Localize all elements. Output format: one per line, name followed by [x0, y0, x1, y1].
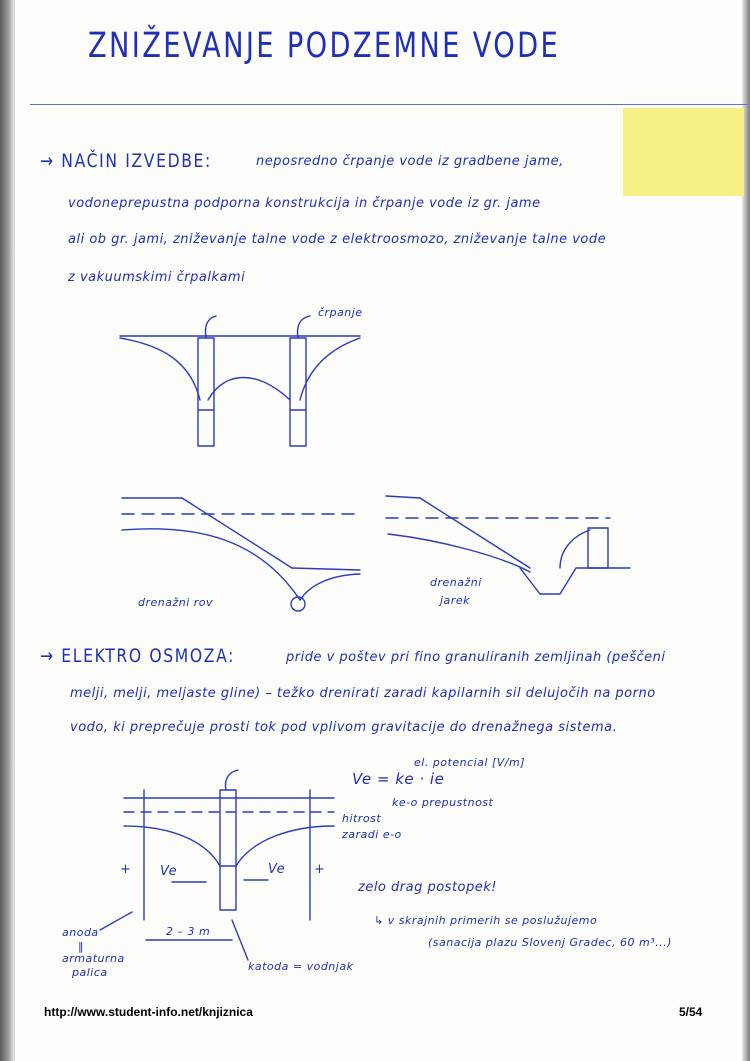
note-potential: el. potencial [V/m]	[414, 756, 526, 769]
text-line: vodo, ki preprečuje prosti tok pod vplivom gravitacije do drenažnega sistema.	[70, 720, 618, 735]
section-heading-method: → NAČIN IZVEDBE:	[40, 150, 212, 172]
note-velocity-2: zaradi e-o	[342, 828, 402, 841]
note-extreme-cases: ↳ v skrajnih primerih se poslužujemo	[374, 914, 598, 927]
text-line: vodoneprepustna podporna konstrukcija in črpanje vode iz gr. jame	[68, 196, 541, 211]
label-drain-ditch-2: jarek	[440, 594, 470, 607]
diagram-drain-ditch	[386, 496, 630, 594]
page-title: ZNIŽEVANJE PODZEMNE VODE	[88, 26, 561, 66]
text-line: pride v poštev pri fino granuliranih zemljinah (peščeni	[286, 650, 666, 665]
note-example: (sanacija plazu Slovenj Gradec, 60 m³...)	[428, 936, 672, 949]
diagram-pumping	[120, 316, 360, 446]
label-drain-trench: drenažni rov	[138, 596, 214, 609]
label-cathode: katoda = vodnjak	[248, 960, 354, 973]
label-ve-right: Ve	[268, 862, 286, 877]
text-line: melji, melji, meljaste gline) – težko drenirati zaradi kapilarnih sil delujočih na porno	[70, 686, 656, 701]
label-spacing: 2 – 3 m	[166, 925, 211, 938]
label-anode-3: armaturna	[62, 952, 125, 965]
diagram-drain-trench	[122, 498, 360, 611]
label-anode-2: ‖	[78, 940, 84, 953]
formula: Ve = ke · ie	[352, 770, 445, 788]
text-line: ali ob gr. jami, zniževanje talne vode z elektroosmozo, zniževanje talne vode	[68, 232, 607, 247]
label-anode: anoda	[62, 926, 99, 939]
note-expensive: zelo drag postopek!	[358, 880, 497, 895]
note-permeability: ke-o prepustnost	[392, 796, 494, 809]
footer-page-number: 5/54	[679, 1005, 703, 1019]
section-heading-electro-osmosis: → ELEKTRO OSMOZA:	[40, 645, 235, 667]
footer-url: http://www.student-info.net/knjiznica	[44, 1005, 253, 1019]
text-line: neposredno črpanje vode iz gradbene jame,	[256, 154, 564, 169]
label-plus-right: +	[314, 862, 326, 877]
diagram-electro-osmosis	[100, 770, 334, 960]
label-drain-ditch: drenažni	[430, 576, 482, 589]
label-pumping: črpanje	[318, 306, 363, 319]
label-ve-left: Ve	[160, 864, 178, 879]
label-plus-left: +	[120, 862, 132, 877]
text-line: z vakuumskimi črpalkami	[68, 270, 246, 285]
note-velocity: hitrost	[342, 812, 382, 825]
label-anode-4: palica	[72, 966, 108, 979]
